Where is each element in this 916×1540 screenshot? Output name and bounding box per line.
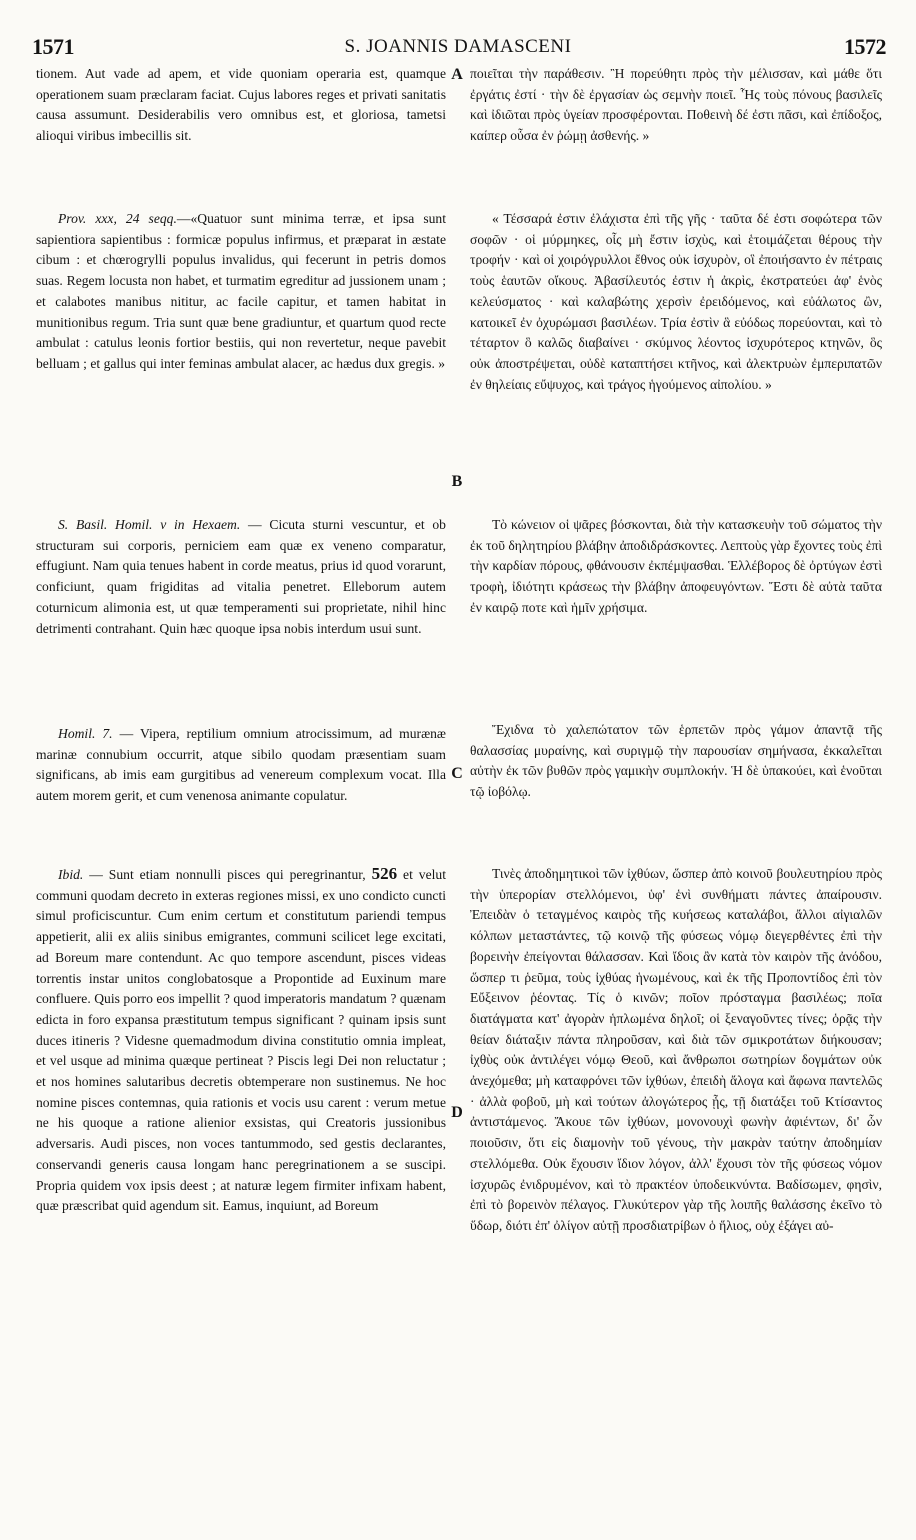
scripture-reference: Prov. xxx, 24 seqq. bbox=[58, 211, 177, 226]
ibid-reference: Ibid. bbox=[58, 867, 84, 882]
basil-reference: S. Basil. Homil. v in Hexaem. bbox=[58, 517, 241, 532]
greek-paragraph-4: Ἔχιδνα τὸ χαλεπώτατον τῶν ἑρπετῶν πρὸς γάμον ἀπαντᾷ τῆς θαλασσίας μυραίνης, καὶ συριγμῷ τὴν παρουσίαν σημήνασα, ἐκκαλεῖται αὐτὴν ἐκ τῶν βυθῶν πρὸς γαμικὴν συμπλοκήν. Ἡ δὲ ὑπακούει, καὶ ἑνοῦται τῷ ἰοβόλῳ. bbox=[470, 722, 882, 800]
section-marker-b: B bbox=[451, 473, 463, 490]
edition-page-mark: 526 bbox=[371, 864, 398, 883]
homily-reference: Homil. 7. bbox=[58, 726, 113, 741]
greek-paragraph-1: ποιεῖται τὴν παράθεσιν. Ἢ πορεύθητι πρὸς τὴν μέλισσαν, καὶ μάθε ὅτι ἐργάτις ἐστί · τὴν δὲ ἐργασίαν ὡς σεμνὴν ποιεῖ. Ἧς τοὺς πόνους βασιλεῖς καὶ ἰδιῶται πρὸς ὑγείαν προσφέρονται. Ποθεινὴ δέ ἐστι πᾶσι, καὶ ἐπίδοξος, καίπερ οὖσα ἐν ῥώμῃ ἀσθενής. » bbox=[470, 66, 882, 144]
page-number-right: 1572 bbox=[844, 34, 886, 59]
latin-paragraph-2: Prov. xxx, 24 seqq.—«Quatuor sunt minima terræ, et ipsa sunt sapientiora sapientibus : formicæ populus infirmus, et præparat in æstate cibum : et chœrogrylli populus invalidus, qui fecerunt in petris domos suas. Regem locusta non habet, et turmatim egreditur ad jussionem unam ; et calabotes manibus nititur, ac facile capitur, et tamen habitat in munitionibus regum. Tria sunt quæ bene gradiuntur, et quartum quod recte ambulat : catulus leonis fortior bestiis, qui non revertetur, neque pavebit belluam ; et gallus qui inter feminas ambulat alacer, ac hædus dux gregis. » bbox=[36, 211, 446, 371]
greek-paragraph-5: Τινὲς ἀποδημητικοὶ τῶν ἰχθύων, ὥσπερ ἀπὸ κοινοῦ βουλευτηρίου πρὸς τὴν ὑπερορίαν στελλόμενοι, ὑφ' ἑνὶ συνθήματι πάντες ἀπαίρουσιν. Ἐπειδὰν ὁ τεταγμένος καιρὸς τῆς κυήσεως καταλάβοι, ἄλλοι αἰγιαλῶν κόλπων μεταστάντες, τῷ κοινῷ τῆς φύσεως νόμῳ διεγερθέντες ἐπὶ τὴν βορεινὴν ἐπείγονται θάλασσαν. Καὶ ἴδοις ἂν κατὰ τὸν καιρὸν τῆς ἀνόδου, ὥσπερ τι ῥεῦμα, τοὺς ἰχθύας ἡνωμένους, καὶ ἐκ τῆς Προποντίδος ἐπὶ τὸν Εὔξεινον ῥέοντας. Τίς ὁ κινῶν; ποῖον πρόσταγμα βασιλέως; ποῖα διατάγματα κατ' ἀγορὰν ἡπλωμένα δηλοῖ; οἱ ξεναγοῦντες τίνες; ὁρᾷς τὴν θείαν διάταξιν πάντα πληροῦσαν, καὶ διὰ τῶν σμικροτάτων διήκουσαν; ἰχθὺς οὐκ ἀντιλέγει νόμῳ Θεοῦ, καὶ ἄνθρωποι σωτηρίων δογμάτων οὐκ ἀνεχόμεθα; μὴ καταφρόνει τῶν ἰχθύων, ἐπειδὴ ἄλογα καὶ ἄφωνα παντελῶς · ἀλλὰ φοβοῦ, μὴ καὶ τούτων ἀλογώτερος ᾖς, τῇ διατάξει τοῦ Κτίσαντος ἀντιστάμενος. Ἄκουε τῶν ἰχθύων, μονονουχὶ φωνὴν ἀφιέντων, δι' ὧν ποιοῦσιν, ὅτι εἰς διαμονὴν τοῦ γένους, τὴν μακρὰν ταύτην ἀποδημίαν στελλόμεθα. Οὐκ ἔχουσιν ἴδιον λόγον, ἀλλ' ἔχουσι τὸν τῆς φύσεως νόμον ἰσχυρῶς ἐνιδρυμένον, καὶ τὸ πρακτέον ὑποδεικνύντα. Βαδίσωμεν, φησὶν, ἐπὶ τὸ βορεινὸν πέλαγος. Γλυκύτερον γὰρ τῆς λοιπῆς θαλάσσης ἐκεῖνο τὸ ὕδωρ, διότι ἐπ' ὀλίγον αὐτῇ προσδιατρίβων ὁ ἥλιος, οὐχ ἐξάγει αὐ- bbox=[470, 866, 882, 1233]
latin-paragraph-4: Homil. 7. — Vipera, reptilium omnium atrocissimum, ad murænæ marinæ connubium occurrit, atque sibilo quodam præsentiam suam significans, ab imis eam gurgitibus ad venereum complexum vocat. Illa autem morem gerit, et cum venenosa animante copulatur. bbox=[36, 726, 446, 804]
greek-paragraph-3: Τὸ κώνειον οἱ ψᾶρες βόσκονται, διὰ τὴν κατασκευὴν τοῦ σώματος τὴν ἐκ τοῦ δηλητηρίου βλάβην ἀποδιδράσκοντες. Λεπτοὺς γὰρ ἔχοντες τοὺς ἐπὶ τὴν καρδίαν πόρους, φθάνουσιν ἐκπέμψασθαι. Ἑλλέβορος δὲ ὀρτύγων ἐστὶ τροφὴ, ἰδιότητι κράσεως τὴν βλάβην ἀποφευγόντων. Ἔστι δὲ αὐτὰ ταῦτα ἐν καιρῷ ποτε καὶ ἡμῖν χρήσιμα. bbox=[470, 517, 883, 615]
section-marker-d: D bbox=[451, 1104, 463, 1121]
section-marker-c: C bbox=[451, 765, 463, 782]
latin-paragraph-3: S. Basil. Homil. v in Hexaem. — Cicuta sturni vescuntur, et ob structuram sui corporis, perniciem eam quæ ex veneno comparatur, effugiunt. Nam quia tenues habent in corde meatus, prius id quod vorarunt, conficiunt, quam frigiditas ad vitalia penetret. Elleborum autem coturnicum alimonia est, ut quæ temperamenti sui proprietate, nihil hinc detrimenti contrahant. Quin hæc quoque ipsa nobis interdum usui sunt. bbox=[36, 517, 446, 636]
latin-paragraph-5: Ibid. — Sunt etiam nonnulli pisces qui peregrinantur, 526 et velut communi quodam decreto in exteras regiones missi, ex uno condicto cuncti simul proficiscuntur. Cum enim certum et constitutum pariendi tempus appetierit, alii ex aliis sinibus emigrantes, communi scilicet lege excitati, ad Boreum mare contendunt. Ac quo tempore ascendunt, pisces videas torrentis instar unitos conglobatosque a Propontide ad Euxinum mare confluere. Quis porro eos impellit ? quod imperatoris mandatum ? quænam edicta in foro expansa præstitutum tempus significant ? quinam ipsis sunt duces itineris ? Videsne quemadmodum divina constitutio omnia impleat, et vel usque ad minima quæque pertineat ? Piscis legi Dei non reluctatur ; et nos homines salutaribus decretis obtemperare non sustinemus. Ne hoc nomine pisces contemnas, quia rationis et vocis usu carent : verum metue ne his quoque a ratione alienior exsistas, qui Creatoris jussionibus adversaris. Audi pisces, non voces tantummodo, sed gestis declarantes, conservandi generis causa longam hanc peregrinationem a se suscipi. Propria quidem vox ipsis deest ; at naturæ legem firmiter infixam habent, quæ præscribat quid agendum sit. Eamus, inquiunt, ad Boreum bbox=[36, 864, 446, 1214]
running-title: S. JOANNIS DAMASCENI bbox=[344, 36, 572, 57]
latin-paragraph-1: tionem. Aut vade ad apem, et vide quoniam operaria est, quamque operationem suam præclaram faciat. Cujus labores reges et privati sanitatis causa assumunt. Desiderabilis vero omnibus est, et gloriosa, tametsi alioqui viribus imbecillis sit. bbox=[36, 66, 446, 144]
section-marker-a: A bbox=[451, 66, 463, 83]
page-header bbox=[30, 32, 886, 62]
page-number-left: 1571 bbox=[32, 34, 74, 59]
greek-paragraph-2: « Τέσσαρά ἐστιν ἐλάχιστα ἐπὶ τῆς γῆς · ταῦτα δέ ἐστι σοφώτερα τῶν σοφῶν · οἱ μύρμηκες, οἷς μὴ ἔστιν ἰσχὺς, καὶ ἑτοιμάζεται θέρους τὴν τροφήν · καὶ οἱ χοιρόγρυλλοι ἔθνος οὐκ ἰσχυρὸν, οἳ ἐποιήσαντο ἐν πέτραις τοὺς ἑαυτῶν οἴκους. Ἀβασίλευτός ἐστιν ἡ ἀκρὶς, ἐκστρατεύει ἀφ' ἑνὸς κελεύσματος · καὶ καλαβώτης χερσὶν ἐρειδόμενος, καὶ εὐάλωτος ὢν, κατοικεῖ ἐν ὀχυρώμασι βασιλέων. Τρία ἐστὶν ἃ εὐόδως πορεύονται, καὶ τὸ τέταρτον ὃ καλῶς διαβαίνει · σκύμνος λέοντος ἰσχυρότερος κτηνῶν, ὃς οὐκ ἀποστρέψεται, οὐδὲ καταπτήσει κτῆνος, καὶ ἀλεκτρυὼν ἐμπεριπατῶν ἐν θηλείαις εὔψυχος, καὶ τράγος ἡγούμενος αἰπολίου. » bbox=[470, 211, 882, 392]
